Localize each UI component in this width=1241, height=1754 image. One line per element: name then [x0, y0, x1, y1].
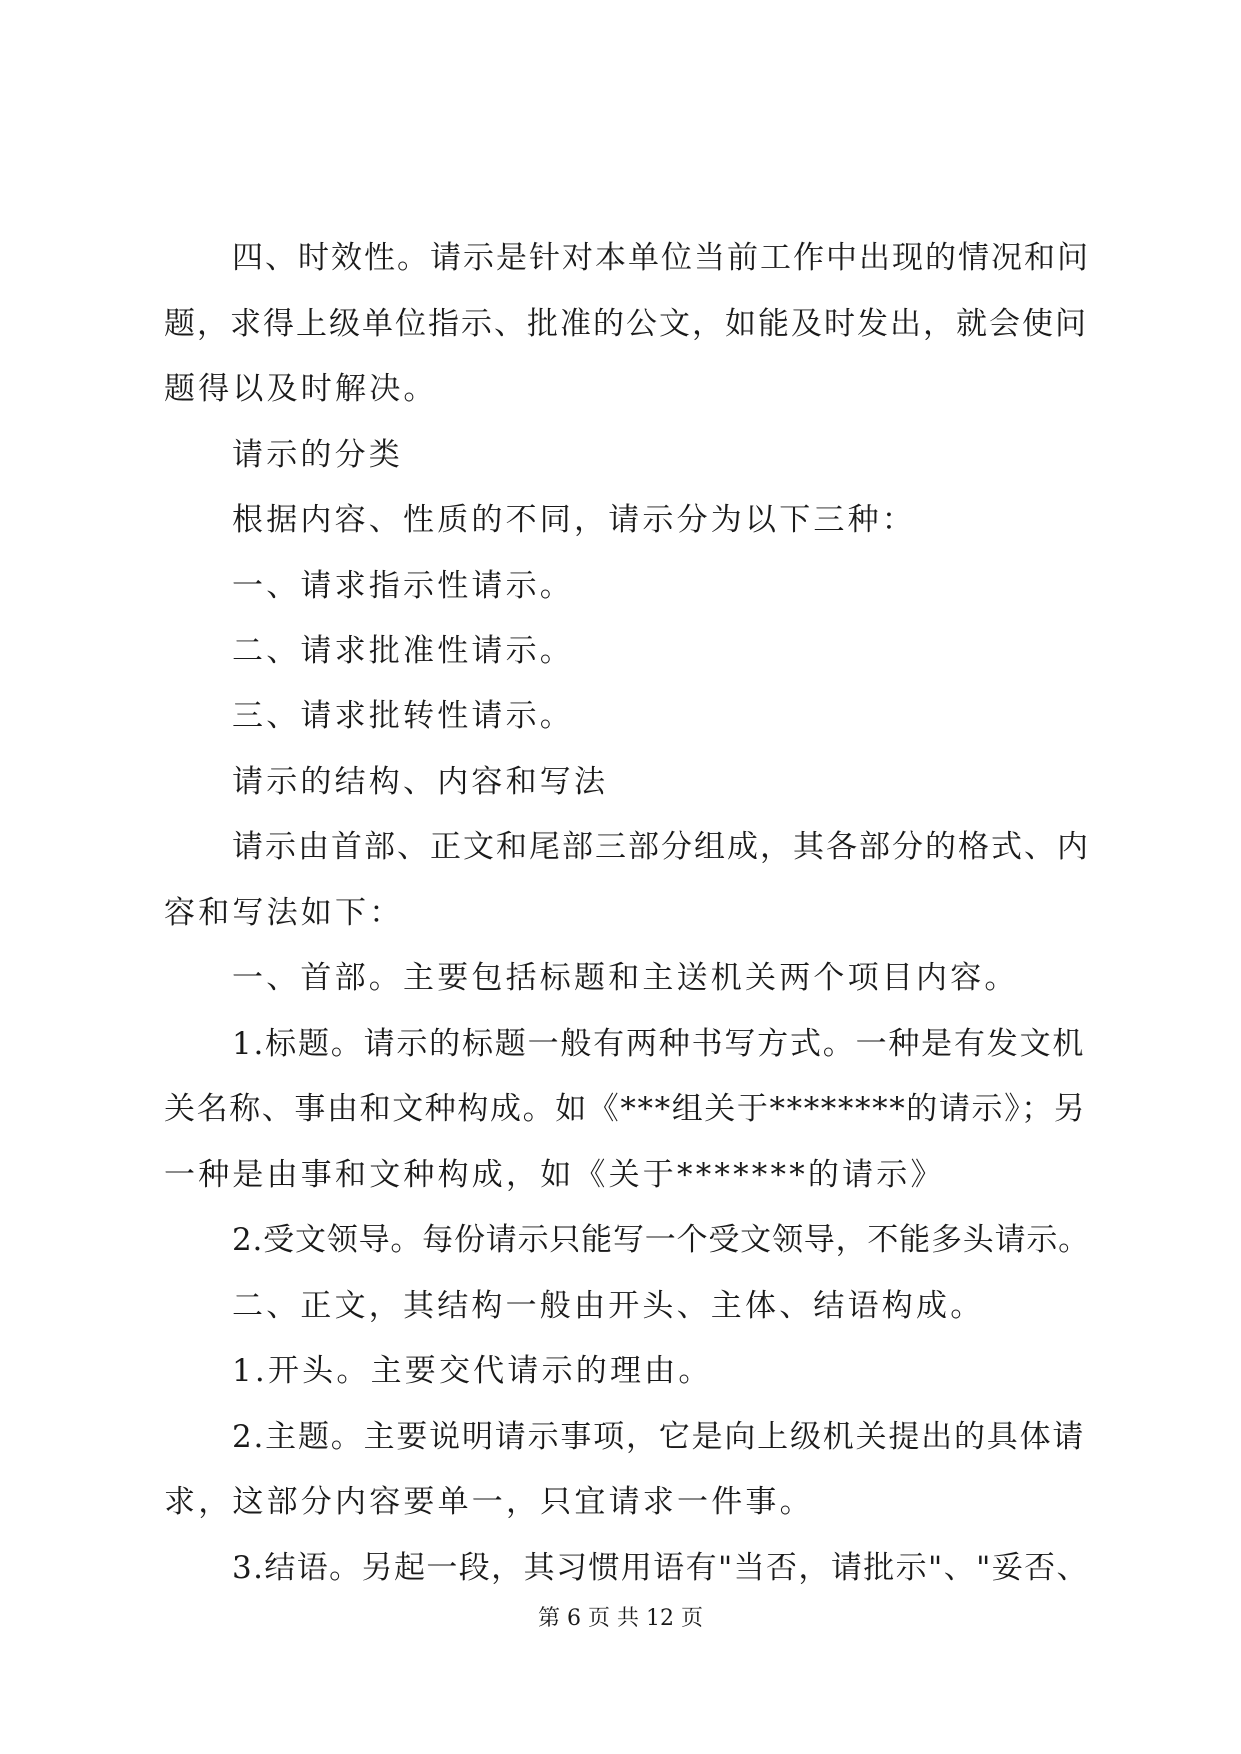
- paragraph-line: 1.标题。请示的标题一般有两种书写方式。一种是有发文机: [232, 1026, 1086, 1062]
- paragraph-line: 1.开头。主要交代请示的理由。: [232, 1353, 713, 1389]
- paragraph-line: 四、时效性。请示是针对本单位当前工作中出现的情况和问: [232, 240, 1090, 276]
- paragraph-line: 关名称、事由和文种构成。如《***组关于********的请示》；另: [164, 1091, 1087, 1127]
- paragraph-line: 容和写法如下：: [164, 895, 404, 931]
- paragraph-line: 题，求得上级单位指示、批准的公文，如能及时发出，就会使问: [164, 306, 1088, 342]
- section-heading: 请示的分类: [232, 437, 403, 473]
- paragraph-line: 一种是由事和文种构成，如《关于*******的请示》: [164, 1157, 945, 1193]
- list-item: 二、请求批准性请示。: [232, 633, 574, 669]
- list-item: 三、请求批转性请示。: [232, 698, 574, 734]
- paragraph-line: 请示由首部、正文和尾部三部分组成，其各部分的格式、内: [232, 829, 1090, 865]
- page-footer: 第 6 页 共 12 页: [538, 1606, 703, 1631]
- paragraph-line: 二、正文，其结构一般由开头、主体、结语构成。: [232, 1288, 985, 1324]
- paragraph-line: 2.主题。主要说明请示事项，它是向上级机关提出的具体请: [232, 1419, 1086, 1455]
- list-item: 一、请求指示性请示。: [232, 568, 574, 604]
- section-heading: 请示的结构、内容和写法: [232, 764, 609, 800]
- paragraph-line: 求，这部分内容要单一，只宜请求一件事。: [164, 1484, 814, 1520]
- paragraph-line: 2.受文领导。每份请示只能写一个受文领导，不能多头请示。: [232, 1222, 1090, 1258]
- paragraph-line: 根据内容、性质的不同，请示分为以下三种：: [232, 502, 916, 538]
- paragraph-line: 3.结语。另起一段，其习惯用语有"当否，请批示"、"妥否、: [232, 1550, 1089, 1586]
- paragraph-line: 题得以及时解决。: [164, 371, 438, 407]
- paragraph-line: 一、首部。主要包括标题和主送机关两个项目内容。: [232, 960, 1019, 996]
